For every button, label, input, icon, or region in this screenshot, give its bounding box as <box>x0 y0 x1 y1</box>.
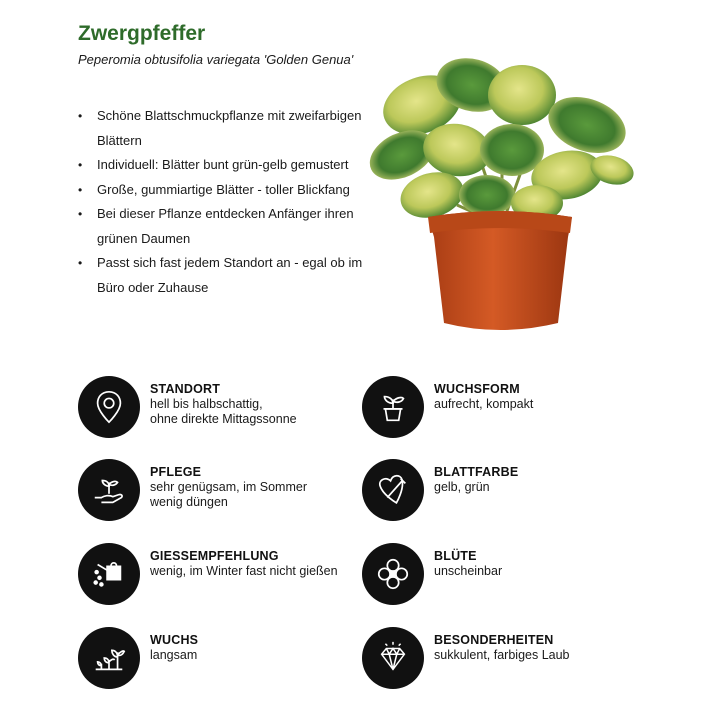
feature-giessempfehlung <box>78 543 338 605</box>
feature-value: gelb, grün <box>434 480 490 494</box>
feature-label: PFLEGE <box>150 465 202 479</box>
bullet-item: • Große, gummiartige Blätter - toller Blickfang <box>78 178 368 203</box>
bullet-item: • Individuell: Blätter bunt grün-gelb gemustert <box>78 153 368 178</box>
feature-value: wenig, im Winter fast nicht gießen <box>150 564 338 578</box>
feature-standort <box>78 376 297 438</box>
bullet-item: • Bei dieser Pflanze entdecken Anfänger ihren grünen Daumen <box>78 202 368 251</box>
feature-value: hell bis halbschattig, <box>150 397 263 411</box>
bullet-item: • Schöne Blattschmuckpflanze mit zweifarbigen Blättern <box>78 104 368 153</box>
feature-value: ohne direkte Mittagssonne <box>150 412 297 426</box>
feature-wuchsform <box>362 376 533 438</box>
feature-value: wenig düngen <box>150 495 228 509</box>
botanical-name: Peperomia obtusifolia variegata 'Golden Genua' <box>78 52 354 67</box>
feature-wuchs <box>78 627 198 689</box>
feature-bluete <box>362 543 502 605</box>
feature-value: aufrecht, kompakt <box>434 397 534 411</box>
feature-besonderheiten <box>362 627 570 689</box>
watering-can-icon <box>78 543 140 605</box>
feature-pflege <box>78 459 307 521</box>
feature-value: langsam <box>150 648 198 662</box>
growth-sprouts-icon <box>78 627 140 689</box>
feature-label: BESONDERHEITEN <box>434 633 554 647</box>
potted-plant-icon <box>362 376 424 438</box>
feature-value: sukkulent, farbiges Laub <box>434 648 570 662</box>
feature-label: WUCHS <box>150 633 199 647</box>
page-title: Zwergpfeffer <box>78 22 206 45</box>
diamond-icon <box>362 627 424 689</box>
flower-icon <box>362 543 424 605</box>
feature-label: BLATTFARBE <box>434 465 519 479</box>
feature-label: GIESSEMPFEHLUNG <box>150 549 279 563</box>
bullet-item: • Passt sich fast jedem Standort an - egal ob im Büro oder Zuhause <box>78 251 368 300</box>
feature-value: sehr genügsam, im Sommer <box>150 480 308 494</box>
product-plant-image <box>362 55 642 340</box>
leaf-brush-icon <box>362 459 424 521</box>
feature-label: STANDORT <box>150 382 221 396</box>
hand-seedling-icon <box>78 459 140 521</box>
feature-label: BLÜTE <box>434 549 477 563</box>
feature-blattfarbe <box>362 459 518 521</box>
feature-label: WUCHSFORM <box>434 382 520 396</box>
location-pin-icon <box>78 376 140 438</box>
feature-bullet-list <box>78 104 368 300</box>
feature-value: unscheinbar <box>434 564 503 578</box>
